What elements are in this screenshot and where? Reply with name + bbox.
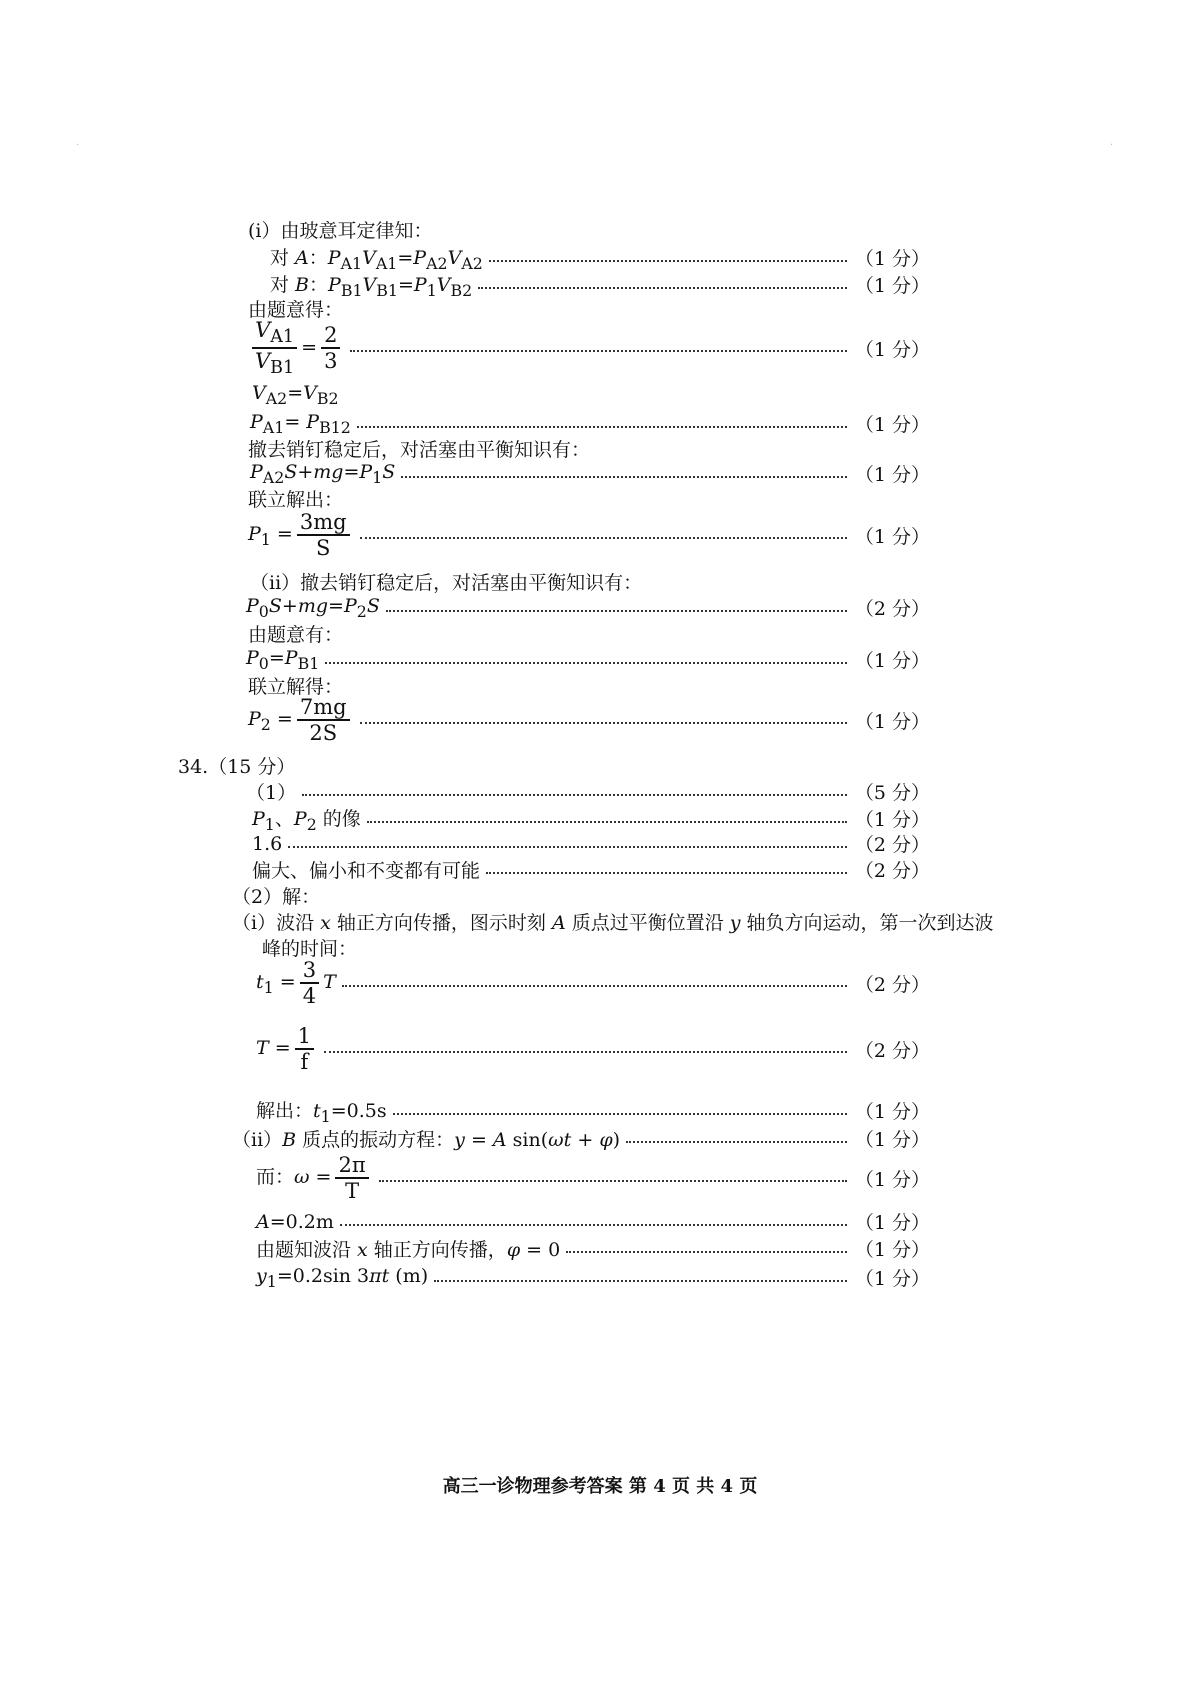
text-line: 峰的时间：: [262, 938, 358, 960]
score-label: （1 分）: [854, 1212, 930, 1234]
fraction: [297, 695, 350, 745]
scoring-line: [256, 958, 930, 1008]
line-text: 偏大、偏小和不变都有可能: [252, 860, 481, 882]
scoring-line: [256, 1208, 930, 1235]
leader-dots: [288, 846, 847, 848]
score-label: （1 分）: [854, 338, 930, 361]
fraction: $\frac{V_{A1}}{V_{B1}}$: [252, 318, 297, 379]
leader-dots: [360, 722, 847, 724]
numerator: 3: [300, 958, 319, 984]
score-label: （1 分）: [854, 1268, 930, 1290]
equation: 而：ω = $\frac{2\pi}{T}$: [256, 1153, 373, 1203]
leader-dots: [626, 1141, 847, 1143]
line-text: 1.6: [252, 832, 283, 855]
page-footer: 高三一诊物理参考答案 第 4 页 共 4 页: [442, 1476, 758, 1497]
scoring-line: [248, 510, 930, 560]
fraction: [297, 510, 350, 560]
equation: $P_2$ = $\frac{7mg}{2S}$: [248, 695, 354, 745]
fraction: [300, 958, 319, 1008]
scoring-line: [270, 270, 930, 300]
line-text: 对 B：$P_{B1}V_{B1}=P_1V_{B2}$: [270, 274, 473, 300]
score-label: （1 分）: [854, 248, 930, 271]
scoring-line: [250, 460, 930, 487]
fraction: [295, 1024, 314, 1074]
scoring-line: [246, 778, 930, 805]
equation: $t_1$ = $\frac{3}{4}$ T: [256, 958, 336, 1009]
leader-dots: [401, 476, 847, 478]
equation-tail: T: [323, 971, 336, 994]
leader-dots: [478, 287, 847, 289]
leader-dots: [489, 260, 847, 262]
score-label: （1 分）: [854, 1101, 930, 1124]
scan-mark: ·: [1110, 140, 1114, 151]
score-label: （5 分）: [854, 782, 930, 804]
text-line: 由题意有：: [248, 624, 344, 646]
numerator: 1: [295, 1024, 314, 1050]
leader-dots: [302, 794, 847, 796]
leader-dots: [367, 821, 847, 823]
scoring-line: [232, 1125, 930, 1152]
leader-dots: [486, 872, 847, 874]
question-heading: 34.（15 分）: [178, 756, 296, 778]
denominator: 2S: [309, 721, 338, 746]
scoring-line: [248, 318, 930, 379]
scoring-line: [248, 695, 930, 745]
denominator: T: [345, 1179, 360, 1204]
score-label: （2 分）: [854, 1039, 930, 1062]
line-text: A=0.2m: [256, 1210, 334, 1233]
line-text: $P_0=P_{B1}$: [246, 646, 320, 673]
text-line: 联立解出：: [248, 489, 344, 511]
score-label: （2 分）: [854, 598, 930, 620]
numerator: 2: [321, 323, 340, 349]
denominator: f: [300, 1050, 309, 1075]
leader-dots: [340, 1224, 847, 1226]
leader-dots: [350, 350, 846, 352]
scoring-line: [256, 1024, 930, 1074]
line-text: （ii）B 质点的振动方程：y = A sin(ωt + φ): [232, 1129, 621, 1151]
text-line: （i）波沿 x 轴正方向传播，图示时刻 A 质点过平衡位置沿 y 轴负方向运动，第一次到达波: [232, 912, 994, 934]
fraction: [321, 323, 340, 373]
numerator: 7mg: [297, 695, 350, 721]
scan-mark: ·: [76, 140, 80, 151]
scoring-line: [252, 856, 930, 883]
denominator: 4: [302, 984, 317, 1009]
text-line: （ii）撤去销钉稳定后，对活塞由平衡知识有：: [250, 572, 643, 594]
line-text: 解出：$t_1=0.5s$: [256, 1100, 387, 1126]
score-label: （2 分）: [854, 834, 930, 856]
leader-dots: [357, 426, 847, 428]
scoring-line: [270, 243, 930, 273]
scoring-line: [246, 646, 930, 673]
line-text: $y_1=0.2\sin$ 3πt (m): [256, 1264, 429, 1291]
equation: [248, 318, 344, 379]
leader-dots: [566, 1251, 847, 1253]
leader-dots: [342, 985, 847, 987]
leader-dots: [324, 1051, 847, 1053]
line-text: $P_{A2}S+mg=P_1S$: [250, 460, 396, 487]
text-line: 由题意得：: [248, 299, 344, 321]
equals-sign: =: [301, 336, 318, 359]
text-line: 撤去销钉稳定后，对活塞由平衡知识有：: [248, 439, 591, 461]
leader-dots: [393, 1113, 847, 1115]
leader-dots: [360, 537, 847, 539]
line-text: $P_0S+mg=P_2S$: [246, 594, 380, 621]
equation: T = $\frac{1}{f}$: [256, 1024, 318, 1074]
score-label: （2 分）: [854, 860, 930, 882]
leader-dots: [434, 1280, 847, 1282]
line-text: 对 A：$P_{A1}V_{A1}=P_{A2}V_{A2}$: [270, 247, 483, 273]
score-label: （1 分）: [854, 1168, 930, 1191]
score-label: （2 分）: [854, 973, 930, 996]
leader-dots: [386, 610, 847, 612]
denominator: 3: [324, 349, 338, 374]
scoring-line: [256, 1235, 930, 1262]
line-text: $P_{A1}= P_{B12}$: [250, 410, 351, 437]
scoring-line: [256, 1153, 930, 1203]
line-text: $P_1$、$P_2$ 的像: [252, 808, 361, 834]
text-line: （2）解：: [232, 886, 321, 908]
numerator: 2π: [335, 1153, 368, 1179]
score-label: （1 分）: [854, 650, 930, 672]
equation: $P_1$ = $\frac{3mg}{S}$: [248, 510, 354, 560]
line-text: 由题知波沿 x 轴正方向传播，φ = 0: [256, 1239, 561, 1261]
score-label: （1 分）: [854, 1129, 930, 1151]
leader-dots: [325, 662, 847, 664]
score-label: （1 分）: [854, 809, 930, 832]
score-label: （1 分）: [854, 1239, 930, 1261]
scoring-line: [246, 594, 930, 621]
text-line: 联立解得：: [248, 676, 344, 698]
scoring-line: [256, 1264, 930, 1291]
denominator: S: [316, 536, 331, 561]
scoring-line: [256, 1096, 930, 1126]
scoring-line: [250, 410, 930, 437]
score-label: （1 分）: [854, 414, 930, 436]
text-line: (i）由玻意耳定律知：: [248, 220, 433, 242]
score-label: （1 分）: [854, 525, 930, 548]
numerator: 3mg: [297, 510, 350, 536]
leader-dots: [379, 1180, 847, 1182]
fraction: [335, 1153, 368, 1203]
score-label: （1 分）: [854, 275, 930, 298]
text-line: $V_{A2}=V_{B2}$: [252, 382, 339, 408]
score-label: （1 分）: [854, 710, 930, 733]
scoring-line: [252, 830, 930, 857]
line-text: （1）: [246, 782, 297, 804]
score-label: （1 分）: [854, 464, 930, 486]
